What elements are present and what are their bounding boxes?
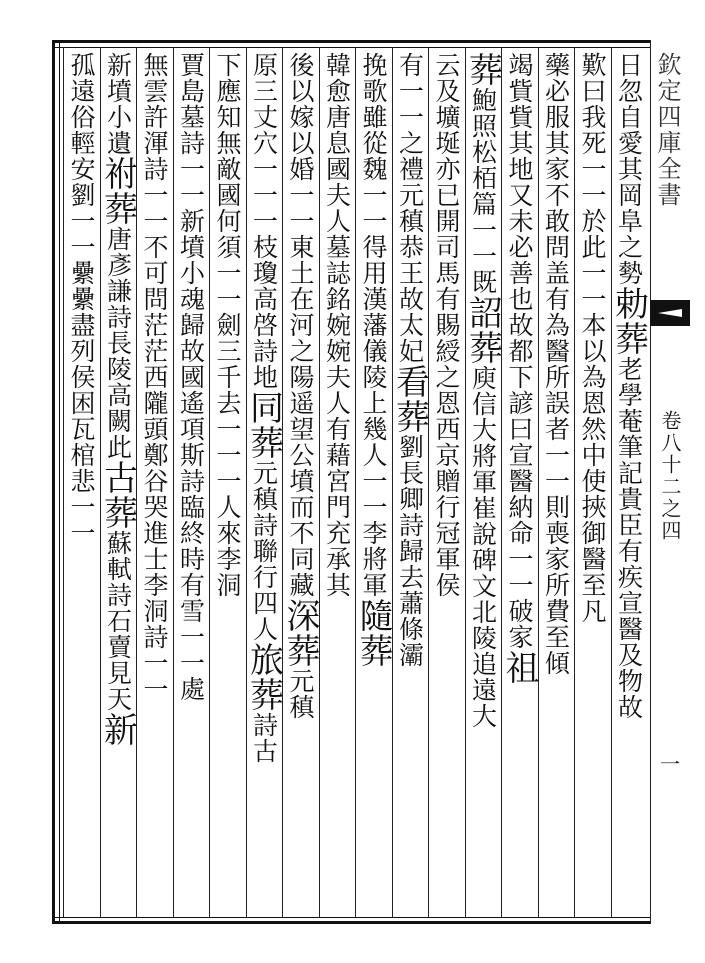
text-column xyxy=(608,52,649,914)
text-column xyxy=(210,52,244,914)
heading-term: 古葬 xyxy=(97,460,138,530)
text-column xyxy=(429,52,463,914)
text-segment: 韓愈唐息國夫人墓誌銘婉婉夫人有藉宮門充承其 xyxy=(322,52,352,598)
text-segment: 云及壙埏亦已開 xyxy=(432,52,461,234)
text-segment: 元稹詩聯行四人 xyxy=(249,460,279,642)
heading-term: 詔葬 xyxy=(462,295,503,365)
text-column xyxy=(280,52,320,914)
text-segment: 無雲許渾詩一一不可問茫茫西隴頭鄭谷哭進士李洞詩一一 xyxy=(140,52,169,702)
text-segment: 司馬有賜綬之恩西京贈行冠軍侯 xyxy=(432,234,461,598)
text-segment: 元稹 xyxy=(286,668,315,720)
text-segment: 鮑照松栢篇一一既 xyxy=(468,87,498,295)
text-segment: 去一一一人來 xyxy=(213,390,242,546)
text-segment: 後以嫁以婚一一東土在河之陽遥望公墳而不同藏 xyxy=(286,52,315,598)
text-segment: 蘇軾詩石賣見天 xyxy=(103,530,133,712)
heading-term: 旅葬 xyxy=(243,642,284,712)
text-column xyxy=(137,52,171,914)
heading-term: 新 xyxy=(97,712,138,747)
text-column xyxy=(97,52,138,914)
text-segment: 新墳小遺 xyxy=(103,52,133,156)
text-segment: 挽歌雖從魏一一得用漢藩儀 xyxy=(359,52,388,364)
book-title: 欽定四庫全書 xyxy=(653,52,681,208)
heading-term: 同葬 xyxy=(243,390,284,460)
border-line-bottom xyxy=(52,917,650,918)
text-column xyxy=(462,52,503,914)
text-segment: 日忽自愛其岡阜之勢 xyxy=(614,52,644,286)
text-column xyxy=(64,52,98,914)
text-segment: 安劉一一纍纍盡列侯 xyxy=(67,156,96,390)
text-column xyxy=(320,52,354,914)
text-segment: 劉長卿詩歸去蕭條灞 xyxy=(395,434,425,668)
text-column xyxy=(353,52,393,914)
text-segment: 原三丈穴一一一枝瓊高啓詩地 xyxy=(249,52,279,390)
heading-term: 看葬 xyxy=(389,364,430,434)
text-segment: 一一本以為恩然中使挾御醫至凡 xyxy=(578,260,607,624)
text-column xyxy=(389,52,430,914)
text-segment: 老學菴筆記貴臣有疾宣醫及物故 xyxy=(614,356,644,720)
text-column xyxy=(539,52,573,914)
heading-term: 葬 xyxy=(462,52,503,87)
text-segment: 困瓦棺悲一一 xyxy=(67,390,96,546)
juan-label: 卷八十二之四 xyxy=(658,410,682,542)
text-column xyxy=(243,52,284,914)
heading-term: 隨葬 xyxy=(353,598,393,668)
text-segment: 陵上幾人一一李將軍 xyxy=(359,364,388,598)
text-segment: 竭貲貲其地又未必善也故都下諺曰宣醫納命一一破家 xyxy=(505,52,534,650)
page-number: 一 xyxy=(660,752,680,776)
border-line-left xyxy=(59,40,60,924)
text-segment: 歎曰我死一一於此 xyxy=(578,52,607,260)
text-column xyxy=(499,52,539,914)
text-segment: 詩古 xyxy=(249,712,279,764)
text-segment: 庾信大將軍崔說碑文北陵追遠大 xyxy=(468,365,498,729)
heading-term: 深葬 xyxy=(280,598,320,668)
text-segment: 下應知無敵國何須一一劍三千 xyxy=(213,52,242,390)
text-segment: 賈島墓詩一一新墳小魂歸故國遙項斯詩臨終時有雪一一處 xyxy=(176,52,206,702)
heading-term: 祖 xyxy=(499,650,539,685)
text-segment: 有一一之禮元稹恭王故太妃 xyxy=(395,52,425,364)
text-segment: 孤遠俗輕 xyxy=(67,52,96,156)
heading-term: 祔葬 xyxy=(97,156,138,226)
fish-tail-mark xyxy=(650,300,690,326)
text-segment: 李洞 xyxy=(213,546,242,598)
heading-term: 勅葬 xyxy=(608,286,649,356)
text-segment: 藥必服其家不敢問盖有為醫所誤者一一則喪家所費至傾 xyxy=(541,52,571,676)
border-line-top xyxy=(52,47,650,48)
text-column xyxy=(575,52,609,914)
text-segment: 唐彥謙詩長陵高闕此 xyxy=(103,226,133,460)
text-column xyxy=(174,52,208,914)
